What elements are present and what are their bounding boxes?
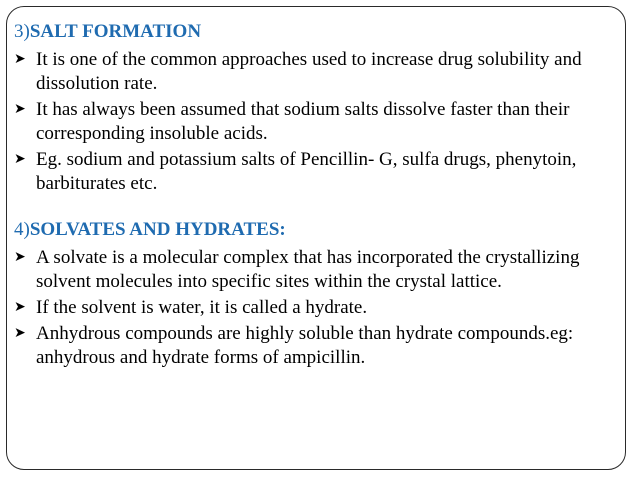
- arrowhead-bullet-icon: ➤: [14, 52, 26, 67]
- bullet-text: Eg. sodium and potassium salts of Pencillin- G, sulfa drugs, phenytoin, barbiturates etc.: [36, 149, 577, 194]
- list-item: [14, 98, 614, 146]
- bullet-text: A solvate is a molecular complex that has incorporated the crystallizing solvent molecules into specific sites within the crystal lattice.: [36, 247, 580, 292]
- list-item: [14, 48, 614, 96]
- list-item: [14, 246, 614, 294]
- arrowhead-bullet-icon: ➤: [14, 326, 26, 341]
- section-number: 3): [14, 21, 30, 42]
- bullet-text: Anhydrous compounds are highly soluble than hydrate compounds.eg: anhydrous and hydrate forms of ampicillin.: [36, 323, 574, 368]
- arrowhead-bullet-icon: ➤: [14, 152, 26, 167]
- bullet-text: It is one of the common approaches used to increase drug solubility and dissolution rate.: [36, 49, 582, 94]
- arrowhead-bullet-icon: ➤: [14, 300, 26, 315]
- bullet-text: If the solvent is water, it is called a hydrate.: [36, 297, 368, 318]
- list-item: [14, 148, 614, 196]
- section-heading-solvates-hydrates: [14, 218, 614, 242]
- bullet-list-solvates-hydrates: [14, 246, 614, 370]
- section-heading-salt-formation: [14, 20, 614, 44]
- list-item: [14, 296, 614, 320]
- section-number: 4): [14, 219, 30, 240]
- slide-content: [14, 20, 614, 372]
- bullet-text: It has always been assumed that sodium salts dissolve faster than their corresponding insoluble acids.: [36, 99, 570, 144]
- list-item: [14, 322, 614, 370]
- section-title: SOLVATES AND HYDRATES:: [29, 219, 286, 240]
- arrowhead-bullet-icon: ➤: [14, 102, 26, 117]
- bullet-list-salt-formation: [14, 48, 614, 196]
- section-title: SALT FORMATION: [29, 21, 202, 42]
- arrowhead-bullet-icon: ➤: [14, 250, 26, 265]
